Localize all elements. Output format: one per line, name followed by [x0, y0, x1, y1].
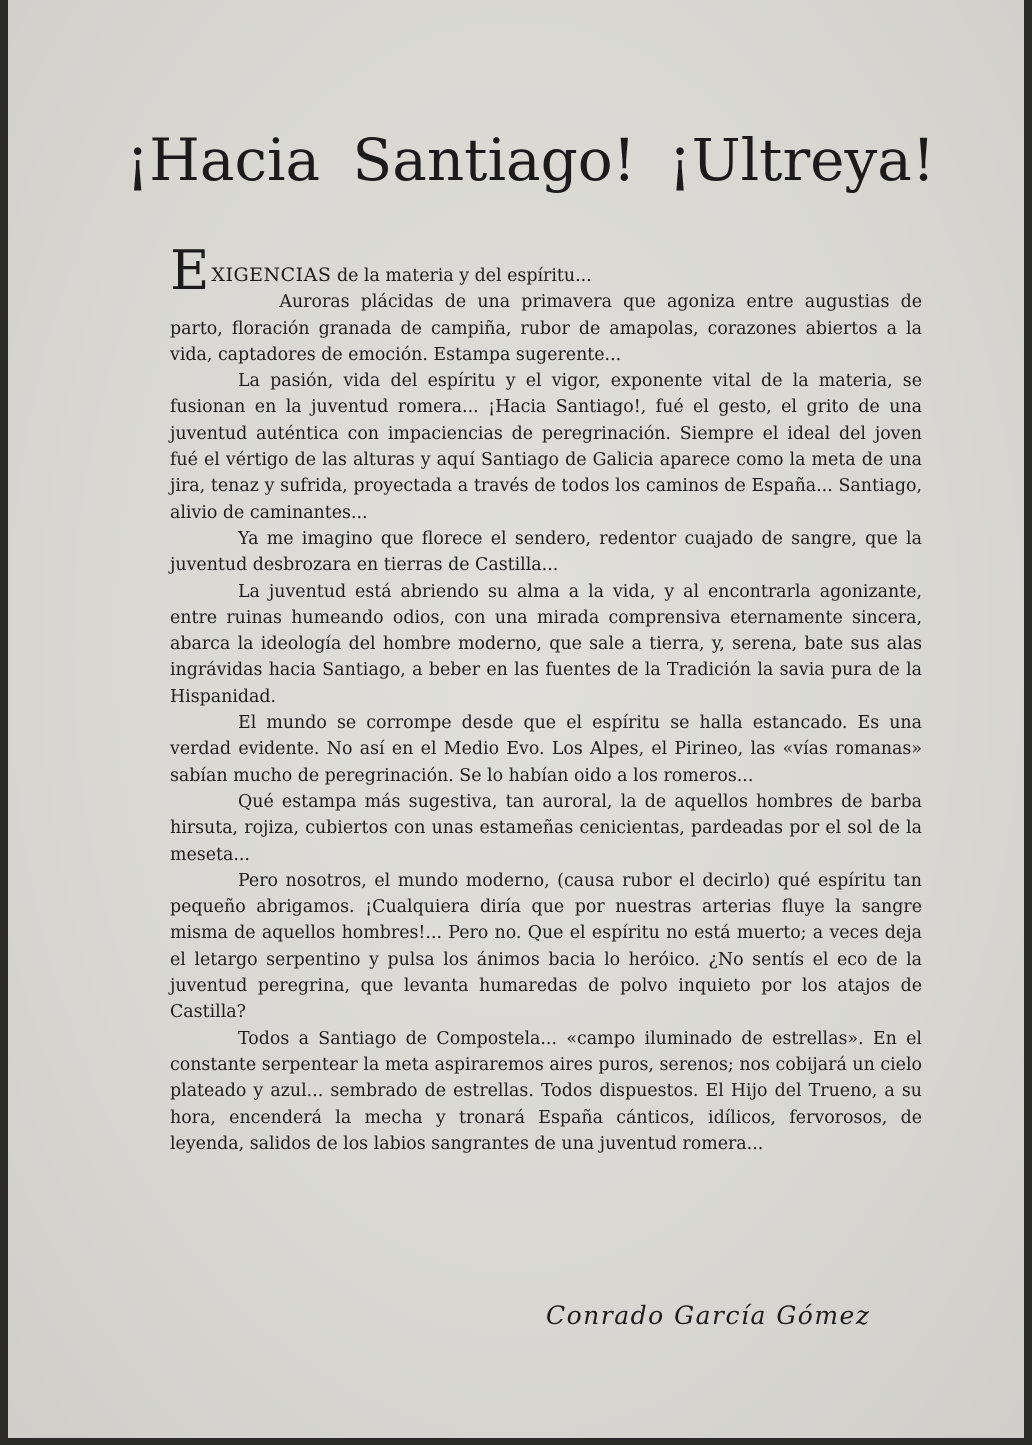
article-body [170, 239, 922, 1157]
drop-cap: E [170, 239, 210, 302]
first-paragraph [170, 239, 922, 302]
paragraph: Todos a Santiago de Compostela... «campo iluminado de estrellas». En el constante serpentear la meta aspiraremos aires puros, serenos; nos cobijará un cielo plateado y azul... sembrado de estrellas. Todos dispuestos. El Hijo del Trueno, a su hora, encenderá la mecha y tronará España cánticos, idílicos, fervorosos, de leyenda, salidos de los labios sangrantes de una juventud romera... [170, 1028, 922, 1154]
page-title: ¡Hacia Santiago! ¡Ultreya! [126, 126, 936, 194]
paragraph: Ya me imagino que florece el sendero, redentor cuajado de sangre, que la juventud desbrozara en tierras de Castilla... [170, 528, 922, 576]
paragraph: La pasión, vida del espíritu y el vigor, exponente vital de la materia, se fusionan en la juventud romera... ¡Hacia Santiago!, fué el gesto, el grito de una juventud auténtica con impaciencias de peregrinación. Siempre el ideal del joven fué el vértigo de las alturas y aquí Santiago de Galicia aparece como la meta de una jira, tenaz y sufrida, proyectada a través de todos los caminos de España... Santiago, alivio de caminantes... [170, 371, 922, 523]
paragraph: El mundo se corrompe desde que el espíritu se halla estancado. Es una verdad evidente. No así en el Medio Evo. Los Alpes, el Pirineo, las «vías romanas» sabían mucho de peregrinación. Se lo habían oido a los romeros... [170, 713, 922, 786]
paragraph: Pero nosotros, el mundo moderno, (causa rubor el decirlo) qué espíritu tan pequeño abrigamos. ¡Cualquiera diría que por nuestras arterias fluye la sangre misma de aquellos hombres!... Pero no. Que el espíritu no está muerto; a veces deja el letargo serpentino y pulsa los ánimos bacia lo heróico. ¿No sentís el eco de la juventud peregrina, que levanta humaredas de polvo inquieto por los atajos de Castilla? [170, 870, 922, 1023]
author-signature: Conrado García Gómez [546, 1301, 871, 1330]
opening-line [170, 248, 922, 289]
paragraph: Auroras plácidas de una primavera que agoniza entre augustias de parto, floración granada de campiña, rubor de amapolas, corazones abiertos a la vida, captadores de emoción. Estampa sugerente... [170, 292, 922, 365]
opening-word: XIGENCIAS [211, 264, 332, 286]
paragraph: La juventud está abriendo su alma a la vida, y al encontrarla agonizante, entre ruinas humeando odios, con una mirada comprensiva eternamente sincera, abarca la ideología del hombre moderno, que sale a tierra, y, serena, bate sus alas ingrávidas hacia Santiago, a beber en las fuentes de la Tradición la savia pura de la Hispanidad. [170, 581, 922, 707]
document-page [8, 0, 1024, 1438]
opening-line-rest: de la materia y del espíritu... [336, 266, 592, 286]
paragraph: Qué estampa más sugestiva, tan auroral, la de aquellos hombres de barba hirsuta, rojiza, cubiertos con unas estameñas cenicientas, pardeadas por el sol de la meseta... [170, 791, 922, 865]
